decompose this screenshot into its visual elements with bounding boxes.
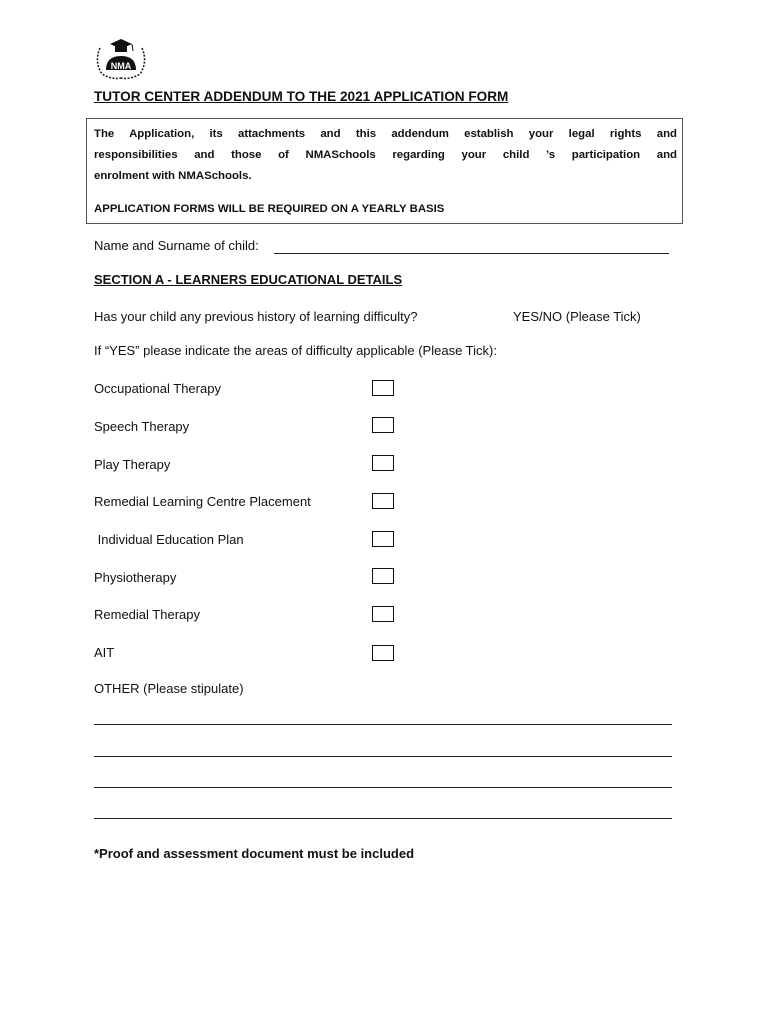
school-logo [92, 36, 150, 80]
other-label: OTHER (Please stipulate) [94, 681, 244, 696]
other-line-1[interactable] [94, 724, 672, 725]
option-remedial-learning-centre: Remedial Learning Centre Placement [94, 494, 311, 509]
option-occupational-therapy: Occupational Therapy [94, 381, 221, 396]
option-individual-education-plan: Individual Education Plan [94, 532, 244, 547]
child-name-label: Name and Surname of child: [94, 238, 259, 253]
checkbox-occupational-therapy[interactable] [372, 380, 394, 396]
checkbox-play-therapy[interactable] [372, 455, 394, 471]
option-play-therapy: Play Therapy [94, 457, 171, 472]
section-a-heading: SECTION A - LEARNERS EDUCATIONAL DETAILS [94, 272, 403, 287]
option-physiotherapy: Physiotherapy [94, 570, 177, 585]
option-speech-therapy: Speech Therapy [94, 419, 190, 434]
checkbox-remedial-therapy[interactable] [372, 606, 394, 622]
svg-text:NMA: NMA [110, 61, 132, 71]
notice-line-1: The Application, its attachments and this addendum establish your legal rights and [94, 128, 677, 140]
proof-footnote: *Proof and assessment document must be included [94, 846, 415, 861]
notice-line-2: responsibilities and those of NMASchools regarding your child ’s participation and [94, 149, 677, 161]
checkbox-individual-education-plan[interactable] [372, 531, 394, 547]
if-yes-instruction: If “YES” please indicate the areas of difficulty applicable (Please Tick): [94, 343, 497, 358]
child-name-field[interactable] [274, 253, 669, 254]
other-line-3[interactable] [94, 787, 672, 788]
difficulty-question: Has your child any previous history of learning difficulty? [94, 309, 418, 324]
checkbox-physiotherapy[interactable] [372, 568, 394, 584]
checkbox-ait[interactable] [372, 645, 394, 661]
checkbox-speech-therapy[interactable] [372, 417, 394, 433]
checkbox-remedial-learning-centre[interactable] [372, 493, 394, 509]
notice-line-3: enrolment with NMASchools. [94, 170, 252, 182]
form-title: TUTOR CENTER ADDENDUM TO THE 2021 APPLICATION FORM [94, 89, 509, 104]
yes-no-tick-field[interactable]: YES/NO (Please Tick) [513, 309, 641, 324]
other-line-2[interactable] [94, 756, 672, 757]
option-remedial-therapy: Remedial Therapy [94, 607, 200, 622]
option-ait: AIT [94, 645, 115, 660]
other-line-4[interactable] [94, 818, 672, 819]
notice-yearly: APPLICATION FORMS WILL BE REQUIRED ON A YEARLY BASIS [94, 203, 445, 215]
